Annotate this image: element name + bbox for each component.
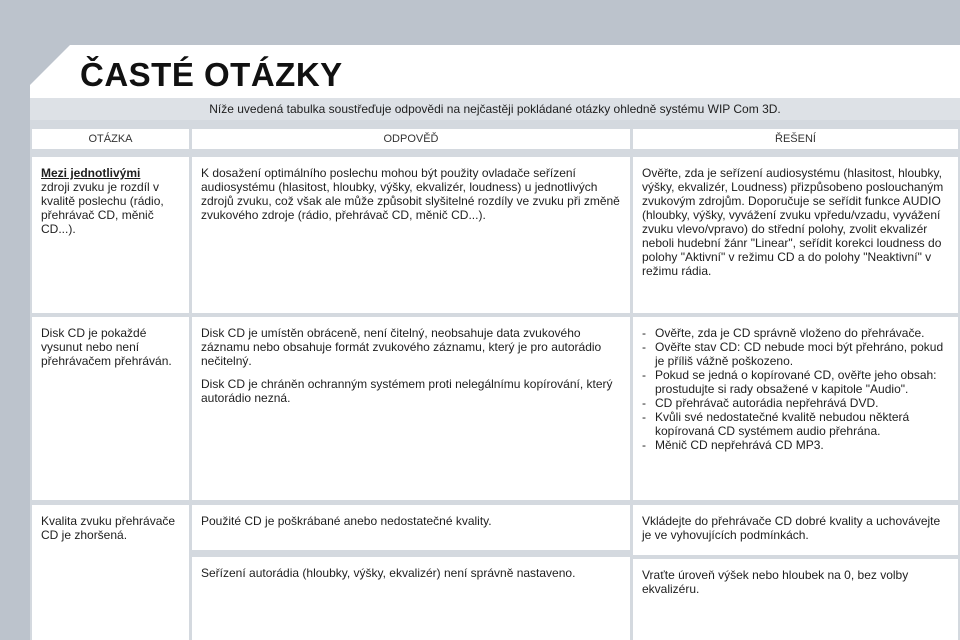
intro-text: Níže uvedená tabulka soustřeďuje odpovědi na nejčastěji pokládané otázky ohledně systému WIP Com 3D. <box>30 98 960 120</box>
page-number: 263 <box>926 620 950 636</box>
row1-solution-cell <box>633 157 958 313</box>
header-answer: ODPOVĚĎ <box>192 129 630 149</box>
row2-question-cell <box>32 317 189 500</box>
row3-solution-b-cell <box>633 559 958 640</box>
list-item: - Ověřte, zda je CD správně vloženo do přehrávače. <box>642 326 950 340</box>
row2-solution-cell <box>633 317 958 500</box>
row3-answer-b-text: Seřízení autorádia (hloubky, výšky, ekvalizér) není správně nastaveno. <box>201 566 576 580</box>
row2-answer-p2: Disk CD je chráněn ochranným systémem proti nelegálnímu kopírování, který autorádio nezná. <box>201 377 613 405</box>
row1-question-cell <box>32 157 189 313</box>
list-item: - Pokud se jedná o kopírované CD, ověřte jeho obsah: prostudujte si rady obsažené v kapitole "Audio". <box>642 368 950 396</box>
list-item: - Ověřte stav CD: CD nebude moci být přehráno, pokud je příliš vážně poškozeno. <box>642 340 950 368</box>
row3-answer-a-text: Použité CD je poškrábané anebo nedostatečné kvality. <box>201 514 492 528</box>
list-item: - Měnič CD nepřehrává CD MP3. <box>642 438 950 452</box>
row3-solution-a-cell <box>633 505 958 555</box>
row3-answer-b-cell <box>192 557 630 640</box>
row3-solution-b-text: Vraťte úroveň výšek nebo hloubek na 0, bez volby ekvalizéru. <box>642 568 909 596</box>
page-title: ČASTÉ OTÁZKY <box>80 56 343 93</box>
row2-question-text: Disk CD je pokaždé vysunut nebo není přehrávačem přehráván. <box>41 326 172 368</box>
list-item: - CD přehrávač autorádia nepřehrává DVD. <box>642 396 950 410</box>
row1-answer-cell <box>192 157 630 313</box>
row2-answer-cell <box>192 317 630 500</box>
row1-question-text: zdroji zvuku je rozdíl v kvalitě poslechu (rádio, přehrávač CD, měnič CD...). <box>41 180 164 236</box>
row2-answer-p1: Disk CD je umístěn obráceně, není čitelný, neobsahuje data zvukového záznamu nebo obsahuje formát zvukového záznamu, který je pro autorádio nečitelný. <box>201 326 602 368</box>
row3-question-text: Kvalita zvuku přehrávače CD je zhoršená. <box>41 514 176 542</box>
row3-solution-a-text: Vkládejte do přehrávače CD dobré kvality a uchovávejte je ve vyhovujících podmínkách. <box>642 514 941 542</box>
row1-answer-text: K dosažení optimálního poslechu mohou být použity ovladače seřízení audiosystému (hlasitost, hloubky, výšky, ekvalizér, loudness) u jednotlivých zdrojů zvuku, což však ale může způsobit slyšitelné rozdíly ve zvuku při změně zvukového zdroje (rádio, přehrávač CD, měnič CD...). <box>201 166 620 222</box>
row3-answer-a-cell <box>192 505 630 550</box>
header-solution: ŘEŠENÍ <box>633 129 958 149</box>
row3-question-cell <box>32 505 189 640</box>
row2-solution-list <box>642 326 950 452</box>
header-question: OTÁZKA <box>32 129 189 149</box>
row1-question-lead: Mezi jednotlivými <box>41 166 141 180</box>
row1-solution-text: Ověřte, zda je seřízení audiosystému (hlasitost, hloubky, výšky, ekvalizér, Loudness) přizpůsobeno poslouchaným zvukovým zdrojům. Doporučuje se seřídit funkce AUDIO (hloubky, výšky, vyvážení zvuku vpředu/vzadu, vyvážení zvuku vlevo/vpravo) do střední polohy, zvolit ekvalizér neboli hudební žánr "Linear", seřídit korekci loudness do polohy "Aktivní" v režimu CD a do polohy "Neaktivní" v režimu rádia. <box>642 166 944 278</box>
list-item: - Kvůli své nedostatečné kvalitě nebudou některá kopírovaná CD systémem audio přehrána. <box>642 410 950 438</box>
